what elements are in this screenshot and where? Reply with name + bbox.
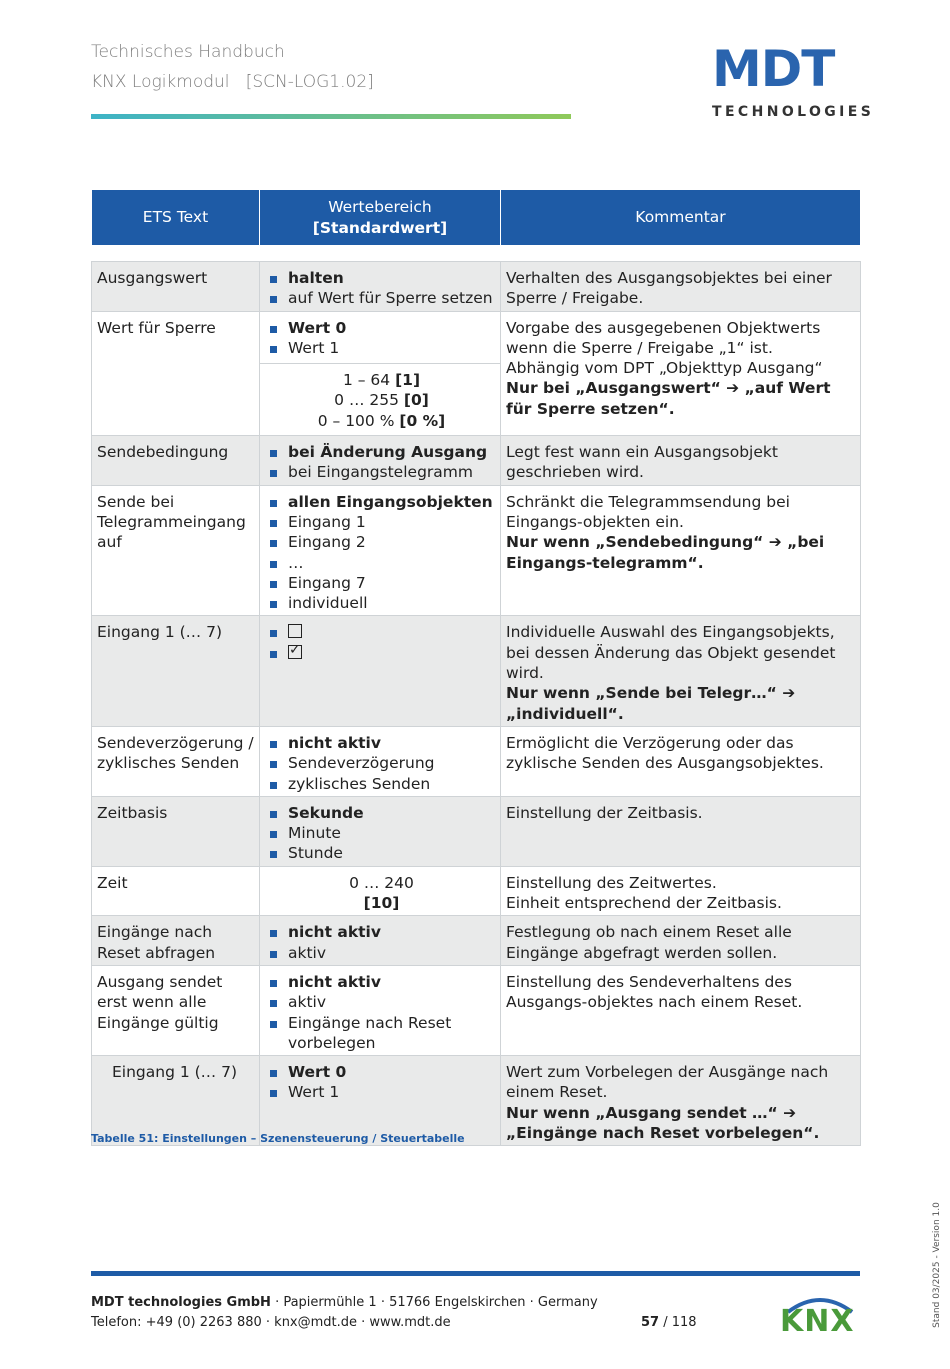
version-stamp-text: Stand 03/2025 - Version 1.0 [932, 1202, 942, 1328]
row-comment [501, 1056, 861, 1146]
comment-text: Abhängig vom DPT „Objekttyp Ausgang“ [506, 359, 823, 378]
row-label: Sendeverzögerung / zyklisches Senden [92, 726, 260, 796]
option: Wert 1 [268, 1082, 495, 1102]
comment-condition: Nur bei „Ausgangswert“ ➔ „auf Wert für Sperre setzen“. [506, 379, 831, 418]
table-row [92, 262, 861, 312]
range-text: 0 … 255 [334, 391, 404, 410]
comment-text: Verhalten des Ausgangsobjektes bei einer Sperre / Freigabe. [506, 269, 832, 308]
range-default: [1] [395, 371, 421, 390]
option: aktiv [268, 992, 495, 1012]
header-title: Technisches Handbuch [91, 42, 285, 62]
option-default: Sekunde [288, 803, 364, 822]
option: zyklisches Senden [268, 774, 495, 794]
footer-contact: Telefon: +49 (0) 2263 880 · knx@mdt.de · www.mdt.de [91, 1315, 451, 1330]
row-comment [501, 916, 861, 966]
row-options [260, 616, 501, 726]
page-total: / 118 [659, 1315, 697, 1330]
col-header-ets-text: ETS Text [92, 190, 260, 246]
mdt-logo-text: MDT [712, 40, 835, 98]
col-header-wertebereich-label: Wertebereich [328, 198, 432, 217]
value-range [260, 363, 500, 435]
table-row [92, 796, 861, 866]
page-number [641, 1315, 697, 1330]
page-current: 57 [641, 1315, 660, 1330]
row-label: Eingang 1 (… 7) [92, 1056, 260, 1146]
mdt-logo [712, 40, 875, 124]
knx-logo-text: KNX [780, 1304, 855, 1339]
option-default: bei Änderung Ausgang [288, 443, 488, 462]
row-options [260, 436, 501, 486]
table-row [92, 616, 861, 726]
table-row [92, 311, 861, 435]
comment-text: Wert zum Vorbelegen der Ausgänge nach einem Reset. [506, 1063, 829, 1102]
option-default: halten [288, 269, 344, 287]
footer-address-text: · Papiermühle 1 · 51766 Engelskirchen · Germany [270, 1295, 598, 1310]
row-options [260, 485, 501, 616]
checkbox-checked-icon [288, 645, 302, 659]
option: Eingang 2 [268, 532, 495, 552]
range-default: [10] [363, 894, 400, 913]
row-label: Zeit [92, 866, 260, 916]
row-options [260, 726, 501, 796]
option: Eingang 1 [268, 512, 495, 532]
row-comment [501, 796, 861, 866]
table-row [92, 866, 861, 916]
row-comment [501, 311, 861, 435]
option-default: Wert 0 [288, 318, 347, 337]
header-subtitle: KNX Logikmodul [SCN-LOG1.02] [91, 72, 374, 92]
footer-company: MDT technologies GmbH [91, 1295, 271, 1310]
row-label: Ausgang sendet erst wenn alle Eingänge gültig [92, 965, 260, 1055]
row-comment [501, 262, 861, 312]
col-header-standardwert: [Standardwert] [312, 218, 448, 237]
option: aktiv [268, 943, 495, 963]
option-default: nicht aktiv [288, 923, 381, 942]
comment-text: Einstellung des Zeitwertes. [506, 873, 717, 892]
value-range [260, 866, 501, 916]
option: auf Wert für Sperre setzen [268, 288, 495, 308]
option: Eingang 7 [268, 573, 495, 593]
table-row [92, 965, 861, 1055]
row-label: Zeitbasis [92, 796, 260, 866]
comment-text: Festlegung ob nach einem Reset alle Eingänge abgefragt werden sollen. [506, 923, 792, 962]
table-caption: Tabelle 51: Einstellungen – Szenensteuerung / Steuertabelle [91, 1132, 465, 1145]
footer-address [91, 1295, 598, 1310]
comment-condition: Nur wenn „Ausgang sendet …“ ➔ „Eingänge nach Reset vorbelegen“. [506, 1103, 820, 1142]
table-row [92, 436, 861, 486]
comment-text: Vorgabe des ausgegebenen Objektwerts wenn die Sperre / Freigabe „1“ ist. [506, 318, 821, 357]
row-comment [501, 436, 861, 486]
option: bei Eingangstelegramm [268, 462, 495, 482]
table-row [92, 726, 861, 796]
row-comment [501, 866, 861, 916]
comment-condition: Nur wenn „Sende bei Telegr…“ ➔ „individuell“. [506, 684, 796, 723]
option: Minute [268, 823, 495, 843]
option-default: nicht aktiv [288, 733, 381, 752]
row-label: Eingang 1 (… 7) [92, 616, 260, 726]
row-comment [501, 965, 861, 1055]
mdt-logo-subtext: TECHNOLOGIES [712, 104, 875, 120]
range-text: 1 – 64 [342, 371, 396, 390]
option: … [268, 553, 495, 573]
range-text: 0 – 100 % [317, 411, 400, 430]
row-label: Sende bei Telegrammeingang auf [92, 485, 260, 616]
header-divider [91, 114, 571, 119]
option-default: Wert 0 [288, 1063, 347, 1082]
option: Sendeverzögerung [268, 753, 495, 773]
comment-condition: Nur wenn „Sendebedingung“ ➔ „bei Eingangs-telegramm“. [506, 533, 825, 572]
row-label: Eingänge nach Reset abfragen [92, 916, 260, 966]
option-default: nicht aktiv [288, 972, 381, 991]
option: Wert 1 [268, 338, 495, 358]
comment-text: Legt fest wann ein Ausgangsobjekt geschrieben wird. [506, 443, 778, 482]
footer-divider [91, 1271, 860, 1276]
option-default: allen Eingangsobjekten [288, 492, 493, 511]
row-options [260, 965, 501, 1055]
row-options [260, 796, 501, 866]
row-label: Wert für Sperre [92, 311, 260, 435]
settings-table [91, 190, 861, 1146]
col-header-wertebereich [260, 190, 501, 246]
row-options [260, 311, 501, 435]
row-options [260, 916, 501, 966]
table-row [92, 485, 861, 616]
comment-text: Schränkt die Telegrammsendung bei Eingangs-objekten ein. [506, 492, 790, 531]
row-label: Sendebedingung [92, 436, 260, 486]
row-options [260, 262, 501, 312]
version-stamp [932, 1200, 942, 1330]
comment-text: Individuelle Auswahl des Eingangsobjekts, bei dessen Änderung das Objekt gesendet wird. [506, 623, 836, 683]
knx-logo [780, 1294, 860, 1339]
comment-text: Einheit entsprechend der Zeitbasis. [506, 894, 782, 913]
col-header-kommentar: Kommentar [501, 190, 861, 246]
comment-text: Ermöglicht die Verzögerung oder das zyklische Senden des Ausgangsobjektes. [506, 733, 824, 773]
option: Eingänge nach Reset vorbelegen [268, 1013, 495, 1054]
comment-text: Einstellung der Zeitbasis. [506, 803, 703, 822]
option: individuell [268, 593, 495, 613]
row-label: Ausgangswert [92, 262, 260, 312]
checkbox-unchecked-icon [288, 624, 302, 638]
row-comment [501, 485, 861, 616]
range-default: [0] [403, 391, 429, 410]
row-comment [501, 616, 861, 726]
row-comment [501, 726, 861, 796]
table-row [92, 916, 861, 966]
range-text: 0 … 240 [349, 873, 414, 892]
comment-text: Einstellung des Sendeverhaltens des Ausgangs-objektes nach einem Reset. [506, 972, 803, 1012]
range-default: [0 %] [399, 411, 446, 430]
option: Stunde [268, 843, 495, 863]
